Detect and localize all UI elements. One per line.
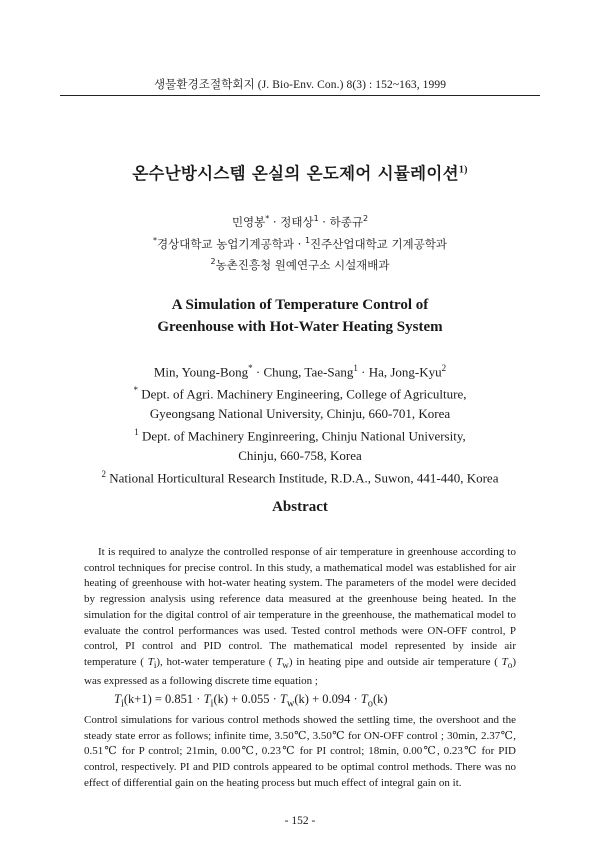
abstract-heading: Abstract [272, 499, 328, 515]
symbol-to: T [501, 655, 508, 668]
symbol-to-sub: o [507, 660, 513, 671]
affil-en-mark-5: 2 [101, 469, 107, 479]
affil-en-text-3: Dept. of Machinery Enginreering, Chinju National University, [138, 428, 466, 444]
affil-kr-text-b: 진주산업대학교 기계공학과 [310, 237, 447, 251]
author-en-2: Chung, Tae-Sang [263, 364, 354, 380]
affil-kr-mark-a: * [153, 236, 157, 246]
title-english-line-1: A Simulation of Temperature Control of [171, 297, 429, 313]
author-kr-2: 정태상 [280, 215, 314, 229]
symbol-tw: T [276, 655, 283, 668]
eq-dot-1: · [193, 691, 204, 706]
eq-term-3: T [360, 691, 368, 706]
affiliation-english-1 [0, 385, 600, 402]
affiliation-english-5 [0, 469, 600, 486]
symbol-tw-sub: w [282, 660, 289, 671]
affiliation-korean-2 [0, 257, 600, 273]
eq-term-2: T [279, 691, 287, 706]
eq-equals: = [151, 691, 166, 706]
model-equation [84, 690, 516, 714]
eq-term-1: T [203, 691, 211, 706]
eq-term-2-sub: w [286, 698, 295, 710]
affil-en-text-1: Dept. of Agri. Machinery Engineering, College of Agriculture, [137, 386, 467, 402]
eq-coef-2: 0.055 [241, 691, 270, 706]
abstract-p1-part-d: ) was expressed as a following discrete time equation ; [84, 655, 517, 687]
author-kr-1: 민영봉 [231, 215, 266, 229]
authors-english [0, 363, 600, 380]
title-korean-text: 온수난방시스템 온실의 온도제어 시뮬레이션 [132, 164, 459, 183]
affil-kr-mark-b: 1 [304, 236, 311, 246]
author-en-1-mark: * [248, 363, 253, 373]
eq-coef-1: 0.851 [165, 691, 194, 706]
eq-plus-2: + [308, 691, 323, 706]
abstract-paragraph-1 [84, 545, 516, 690]
author-kr-3: 하종규 [329, 215, 363, 229]
authors-korean [0, 214, 600, 230]
eq-coef-3: 0.094 [322, 691, 351, 706]
affil-kr-text-a: 경상대학교 농업기계공학과 · [157, 237, 305, 251]
eq-lhs-sub: i [120, 698, 124, 710]
page-number: - 152 - [284, 815, 316, 827]
symbol-ti: T [147, 655, 154, 668]
affiliation-english-4: Chinju, 660-758, Korea [238, 448, 362, 463]
eq-term-1-arg: (k) [213, 691, 229, 706]
author-kr-sep-1: · [269, 215, 281, 229]
abstract-paragraph-2: Control simulations for various control methods showed the settling time, the overshoot and the steady state error as follows; infinite time, 3.50℃, 3.50℃ for ON-OFF control ; 30min, 2.37℃, 0.51℃ for P control; 21min, 0.00℃, 0.23℃ for PI control; 18min, 0.00℃, 0.23℃ for PID control, respectively. PI and PID controls appeared to be optimal control methods. There was no effect of differential gain on the heating process but much effect of integral gain on it. [84, 714, 516, 789]
affil-en-text-5: National Horticultural Research Institude, R.D.A., Suwon, 441-440, Korea [106, 470, 499, 486]
author-kr-2-mark: 1 [313, 214, 319, 224]
title-english-line-2: Greenhouse with Hot-Water Heating System [157, 319, 443, 335]
eq-lhs-arg: (k+1) [123, 691, 152, 706]
eq-plus-1: + [228, 691, 242, 706]
author-kr-3-mark: 2 [362, 214, 369, 224]
affiliation-english-2: Gyeongsang National University, Chinju, 660-701, Korea [149, 406, 451, 421]
author-en-2-mark: 1 [353, 363, 358, 373]
title-korean [0, 160, 600, 184]
symbol-ti-sub: i [153, 660, 157, 671]
author-kr-sep-2: · [318, 215, 330, 229]
affil-kr-mark-c: 2 [210, 257, 216, 267]
author-en-sep-2: · [357, 364, 369, 380]
abstract-p1-part-c: ) in heating pipe and outside air temperature ( [288, 655, 502, 668]
journal-header: 생물환경조절학회지 (J. Bio-Env. Con.) 8(3) : 152~163, 1999 [153, 79, 447, 91]
author-en-1: Min, Young-Bong [153, 364, 249, 380]
title-footnote-mark: 1) [458, 164, 468, 176]
eq-term-3-sub: o [367, 698, 373, 710]
eq-lhs-symbol: T [114, 691, 121, 706]
abstract-body [84, 545, 516, 792]
affil-en-mark-1: * [133, 385, 138, 395]
author-en-sep-1: · [252, 364, 264, 380]
abstract-p1-part-a: It is required to analyze the controlled response of air temperature in greenhouse according to control techniques for precise control. In this study, a mathematical model was established for air heating of greenhouse with hot-water heating system. The parameters of the model were decided by regression analysis using reference data measured at the greenhouse being heated. In the simulation for the digital control of air temperature in the greenhouse, the mathematical model to evaluate the control performances was used. Tested control methods were ON-OFF control, P control, PI control and PID control. The mathematical model represented by inside air temperature ( [84, 546, 516, 668]
author-en-3-mark: 2 [441, 363, 447, 373]
affiliation-korean-1 [0, 236, 600, 252]
author-kr-1-mark: * [265, 214, 270, 224]
eq-dot-3: · [350, 691, 361, 706]
abstract-p1-part-b: ), hot-water temperature ( [156, 655, 277, 668]
eq-term-3-arg: (k) [372, 691, 388, 706]
header-rule [60, 95, 540, 96]
eq-term-1-sub: i [210, 698, 214, 710]
author-en-3: Ha, Jong-Kyu [368, 364, 442, 380]
eq-dot-2: · [269, 691, 280, 706]
eq-term-2-arg: (k) [294, 691, 309, 706]
affil-en-mark-3: 1 [134, 427, 139, 437]
affiliation-english-3 [0, 427, 600, 444]
affil-kr-text-c: 농촌진흥청 원예연구소 시설재배과 [215, 258, 390, 272]
